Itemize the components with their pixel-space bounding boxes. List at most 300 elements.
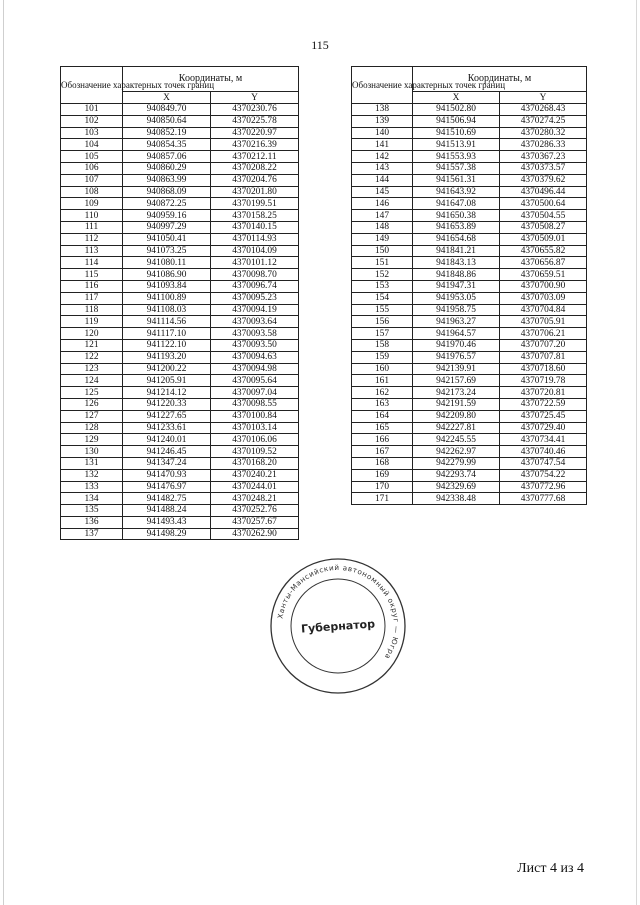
coord-x: 940997.29 (123, 221, 211, 233)
point-number: 130 (61, 446, 123, 458)
coord-y: 4370201.80 (211, 186, 299, 198)
table-row (61, 280, 299, 292)
scan-edge-right (636, 0, 637, 905)
coord-x: 942191.59 (413, 398, 500, 410)
coord-y: 4370655.82 (500, 245, 587, 257)
table-row (61, 304, 299, 316)
point-number: 120 (61, 328, 123, 340)
coord-y: 4370106.06 (211, 434, 299, 446)
coord-x: 941122.10 (123, 339, 211, 351)
coord-y: 4370248.21 (211, 493, 299, 505)
table-row (61, 398, 299, 410)
coord-x: 941958.75 (413, 304, 500, 316)
point-number: 150 (352, 245, 413, 257)
point-number: 102 (61, 115, 123, 127)
table-row (352, 257, 587, 269)
point-number: 137 (61, 528, 123, 540)
table-row (352, 316, 587, 328)
coord-y: 4370729.40 (500, 422, 587, 434)
coord-x: 941200.22 (123, 363, 211, 375)
header-y: Y (500, 92, 587, 104)
scan-edge-left (3, 0, 4, 905)
coord-y: 4370095.64 (211, 375, 299, 387)
point-number: 143 (352, 162, 413, 174)
page-number: 115 (311, 38, 329, 52)
point-number: 140 (352, 127, 413, 139)
table-row (61, 233, 299, 245)
point-number: 168 (352, 457, 413, 469)
table-row (352, 139, 587, 151)
coord-y: 4370707.81 (500, 351, 587, 363)
table-row (352, 446, 587, 458)
coord-y: 4370158.25 (211, 210, 299, 222)
point-number: 128 (61, 422, 123, 434)
point-number: 155 (352, 304, 413, 316)
table-row (61, 493, 299, 505)
coord-y: 4370168.20 (211, 457, 299, 469)
coord-y: 4370754.22 (500, 469, 587, 481)
coord-y: 4370706.21 (500, 328, 587, 340)
table-row (352, 233, 587, 245)
coord-x: 940850.64 (123, 115, 211, 127)
point-number: 108 (61, 186, 123, 198)
point-number: 123 (61, 363, 123, 375)
point-number: 118 (61, 304, 123, 316)
table-row (352, 186, 587, 198)
coord-y: 4370199.51 (211, 198, 299, 210)
governor-seal (268, 556, 408, 696)
table-row (352, 387, 587, 399)
coord-y: 4370262.90 (211, 528, 299, 540)
point-number: 170 (352, 481, 413, 493)
header-coordinates: Координаты, м (123, 67, 299, 92)
coord-y: 4370718.60 (500, 363, 587, 375)
coord-x: 942173.24 (413, 387, 500, 399)
coord-x: 941498.29 (123, 528, 211, 540)
coord-x: 941100.89 (123, 292, 211, 304)
point-number: 163 (352, 398, 413, 410)
table-row (352, 339, 587, 351)
table-row (352, 434, 587, 446)
coord-y: 4370740.46 (500, 446, 587, 458)
table-body-left (61, 104, 299, 540)
table-row (352, 221, 587, 233)
coord-x: 941513.91 (413, 139, 500, 151)
point-number: 171 (352, 493, 413, 505)
table-row (61, 434, 299, 446)
coord-y: 4370504.55 (500, 210, 587, 222)
coord-y: 4370705.91 (500, 316, 587, 328)
coord-x: 941506.94 (413, 115, 500, 127)
coord-y: 4370104.09 (211, 245, 299, 257)
table-row (61, 257, 299, 269)
coord-x: 942139.91 (413, 363, 500, 375)
table-row (61, 328, 299, 340)
point-number: 114 (61, 257, 123, 269)
coord-y: 4370257.67 (211, 516, 299, 528)
coord-x: 941233.61 (123, 422, 211, 434)
table-body-right (352, 104, 587, 505)
table-row (61, 210, 299, 222)
header-designation: Обозначение характерных точек границ (61, 67, 123, 104)
coord-x: 941240.01 (123, 434, 211, 446)
point-number: 146 (352, 198, 413, 210)
coord-x: 941647.08 (413, 198, 500, 210)
coord-y: 4370747.54 (500, 457, 587, 469)
point-number: 141 (352, 139, 413, 151)
coord-y: 4370225.78 (211, 115, 299, 127)
coordinates-table-right (351, 66, 587, 505)
coord-x: 941108.03 (123, 304, 211, 316)
coord-x: 940872.25 (123, 198, 211, 210)
point-number: 159 (352, 351, 413, 363)
point-number: 135 (61, 505, 123, 517)
sheet-label: Лист 4 из 4 (517, 861, 584, 876)
coord-x: 941347.24 (123, 457, 211, 469)
point-number: 101 (61, 104, 123, 116)
table-row (352, 363, 587, 375)
coord-y: 4370096.74 (211, 280, 299, 292)
coord-y: 4370109.52 (211, 446, 299, 458)
point-number: 167 (352, 446, 413, 458)
point-number: 157 (352, 328, 413, 340)
coordinates-table-left (60, 66, 299, 540)
table-row (352, 469, 587, 481)
coord-x: 941214.12 (123, 387, 211, 399)
coord-y: 4370097.04 (211, 387, 299, 399)
coord-y: 4370093.50 (211, 339, 299, 351)
point-number: 106 (61, 162, 123, 174)
coord-x: 942338.48 (413, 493, 500, 505)
coord-y: 4370093.58 (211, 328, 299, 340)
coord-x: 941476.97 (123, 481, 211, 493)
coord-x: 942293.74 (413, 469, 500, 481)
coord-y: 4370101.12 (211, 257, 299, 269)
header-x: X (413, 92, 500, 104)
coord-y: 4370367.23 (500, 151, 587, 163)
coord-x: 940849.70 (123, 104, 211, 116)
coord-x: 940868.09 (123, 186, 211, 198)
coord-x: 941970.46 (413, 339, 500, 351)
point-number: 145 (352, 186, 413, 198)
table-row (61, 221, 299, 233)
coord-x: 942157.69 (413, 375, 500, 387)
coord-x: 941093.84 (123, 280, 211, 292)
point-number: 138 (352, 104, 413, 116)
table-row (352, 375, 587, 387)
table-row (352, 162, 587, 174)
coord-x: 940863.99 (123, 174, 211, 186)
coord-x: 941205.91 (123, 375, 211, 387)
point-number: 164 (352, 410, 413, 422)
table-row (61, 481, 299, 493)
table-row (352, 174, 587, 186)
point-number: 148 (352, 221, 413, 233)
table-row (61, 446, 299, 458)
table-row (352, 245, 587, 257)
table-row (352, 280, 587, 292)
point-number: 156 (352, 316, 413, 328)
table-row (61, 363, 299, 375)
table-row (61, 174, 299, 186)
point-number: 147 (352, 210, 413, 222)
coord-x: 941488.24 (123, 505, 211, 517)
coord-y: 4370216.39 (211, 139, 299, 151)
coord-y: 4370103.14 (211, 422, 299, 434)
coord-y: 4370719.78 (500, 375, 587, 387)
point-number: 166 (352, 434, 413, 446)
coord-x: 941086.90 (123, 269, 211, 281)
point-number: 116 (61, 280, 123, 292)
coord-x: 941493.43 (123, 516, 211, 528)
coord-y: 4370240.21 (211, 469, 299, 481)
coord-y: 4370656.87 (500, 257, 587, 269)
table-row (352, 269, 587, 281)
point-number: 144 (352, 174, 413, 186)
table-row (352, 410, 587, 422)
table-row (61, 339, 299, 351)
coord-y: 4370722.59 (500, 398, 587, 410)
point-number: 107 (61, 174, 123, 186)
coord-y: 4370140.15 (211, 221, 299, 233)
svg-text:Ханты-Мансийский автономный ок (275, 563, 401, 661)
table-row (352, 304, 587, 316)
coord-x: 941964.57 (413, 328, 500, 340)
table-row (61, 457, 299, 469)
point-number: 131 (61, 457, 123, 469)
header-designation: Обозначение характерных точек границ (352, 67, 413, 104)
point-number: 153 (352, 280, 413, 292)
coord-x: 941947.31 (413, 280, 500, 292)
coord-x: 942262.97 (413, 446, 500, 458)
coord-y: 4370220.97 (211, 127, 299, 139)
coord-x: 941246.45 (123, 446, 211, 458)
point-number: 139 (352, 115, 413, 127)
point-number: 126 (61, 398, 123, 410)
table-row (352, 115, 587, 127)
point-number: 160 (352, 363, 413, 375)
point-number: 136 (61, 516, 123, 528)
coord-x: 941220.33 (123, 398, 211, 410)
table-row (61, 387, 299, 399)
coord-y: 4370098.55 (211, 398, 299, 410)
coord-y: 4370252.76 (211, 505, 299, 517)
point-number: 115 (61, 269, 123, 281)
point-number: 154 (352, 292, 413, 304)
point-number: 133 (61, 481, 123, 493)
coord-x: 941073.25 (123, 245, 211, 257)
table-row (352, 457, 587, 469)
coord-y: 4370094.19 (211, 304, 299, 316)
coord-y: 4370204.76 (211, 174, 299, 186)
coord-y: 4370704.84 (500, 304, 587, 316)
coord-y: 4370500.64 (500, 198, 587, 210)
coord-x: 941557.38 (413, 162, 500, 174)
table-row (61, 162, 299, 174)
table-row (352, 398, 587, 410)
point-number: 134 (61, 493, 123, 505)
point-number: 165 (352, 422, 413, 434)
coord-y: 4370212.11 (211, 151, 299, 163)
coord-y: 4370379.62 (500, 174, 587, 186)
point-number: 111 (61, 221, 123, 233)
coord-x: 940860.29 (123, 162, 211, 174)
table-row (61, 469, 299, 481)
table-row (352, 481, 587, 493)
point-number: 125 (61, 387, 123, 399)
coord-x: 941976.57 (413, 351, 500, 363)
coord-x: 941193.20 (123, 351, 211, 363)
coord-x: 940857.06 (123, 151, 211, 163)
table-row (352, 151, 587, 163)
table-row (61, 505, 299, 517)
coord-y: 4370725.45 (500, 410, 587, 422)
coord-y: 4370700.90 (500, 280, 587, 292)
table-row (352, 292, 587, 304)
coord-x: 941643.92 (413, 186, 500, 198)
table-row (352, 104, 587, 116)
seal-center-text: Губернатор (300, 617, 376, 636)
table-row (352, 422, 587, 434)
point-number: 109 (61, 198, 123, 210)
coord-y: 4370274.25 (500, 115, 587, 127)
point-number: 161 (352, 375, 413, 387)
seal-ring-text: Ханты-Мансийский автономный округ — Югра (275, 562, 402, 662)
coord-x: 941050.41 (123, 233, 211, 245)
coord-x: 942329.69 (413, 481, 500, 493)
coord-y: 4370777.68 (500, 493, 587, 505)
coord-x: 941841.21 (413, 245, 500, 257)
coord-x: 941653.89 (413, 221, 500, 233)
coord-x: 942209.80 (413, 410, 500, 422)
table-row (61, 104, 299, 116)
point-number: 132 (61, 469, 123, 481)
coord-y: 4370703.09 (500, 292, 587, 304)
coord-x: 941227.65 (123, 410, 211, 422)
table-row (61, 186, 299, 198)
table-row (61, 316, 299, 328)
table-row (352, 210, 587, 222)
point-number: 117 (61, 292, 123, 304)
table-row (61, 516, 299, 528)
coord-x: 941482.75 (123, 493, 211, 505)
coord-x: 940959.16 (123, 210, 211, 222)
coord-y: 4370286.33 (500, 139, 587, 151)
point-number: 112 (61, 233, 123, 245)
header-y: Y (211, 92, 299, 104)
point-number: 127 (61, 410, 123, 422)
table-row (352, 127, 587, 139)
coord-x: 941843.13 (413, 257, 500, 269)
coord-x: 941953.05 (413, 292, 500, 304)
coord-x: 942227.81 (413, 422, 500, 434)
point-number: 122 (61, 351, 123, 363)
table-row (352, 351, 587, 363)
coord-x: 941561.31 (413, 174, 500, 186)
coord-x: 941510.69 (413, 127, 500, 139)
table-row (61, 139, 299, 151)
point-number: 121 (61, 339, 123, 351)
point-number: 152 (352, 269, 413, 281)
coord-x: 941470.93 (123, 469, 211, 481)
coord-x: 940852.19 (123, 127, 211, 139)
point-number: 158 (352, 339, 413, 351)
point-number: 124 (61, 375, 123, 387)
coord-x: 941502.80 (413, 104, 500, 116)
coord-x: 942245.55 (413, 434, 500, 446)
coord-y: 4370707.20 (500, 339, 587, 351)
coord-y: 4370230.76 (211, 104, 299, 116)
point-number: 169 (352, 469, 413, 481)
table-row (61, 422, 299, 434)
coord-x: 941117.10 (123, 328, 211, 340)
point-number: 103 (61, 127, 123, 139)
table-row (352, 198, 587, 210)
coord-y: 4370094.98 (211, 363, 299, 375)
point-number: 162 (352, 387, 413, 399)
coord-y: 4370268.43 (500, 104, 587, 116)
point-number: 104 (61, 139, 123, 151)
table-row (61, 375, 299, 387)
point-number: 142 (352, 151, 413, 163)
point-number: 110 (61, 210, 123, 222)
coord-x: 941080.11 (123, 257, 211, 269)
point-number: 129 (61, 434, 123, 446)
coord-y: 4370496.44 (500, 186, 587, 198)
table-row (61, 245, 299, 257)
coord-x: 941848.86 (413, 269, 500, 281)
coord-y: 4370244.01 (211, 481, 299, 493)
table-row (352, 493, 587, 505)
header-coordinates: Координаты, м (413, 67, 587, 92)
coord-y: 4370100.84 (211, 410, 299, 422)
coord-y: 4370280.32 (500, 127, 587, 139)
coord-x: 941553.93 (413, 151, 500, 163)
coord-x: 942279.99 (413, 457, 500, 469)
coord-y: 4370720.81 (500, 387, 587, 399)
coord-y: 4370114.93 (211, 233, 299, 245)
coord-y: 4370772.96 (500, 481, 587, 493)
table-row (352, 328, 587, 340)
coord-y: 4370508.27 (500, 221, 587, 233)
coord-y: 4370373.57 (500, 162, 587, 174)
coord-y: 4370094.63 (211, 351, 299, 363)
coord-x: 941114.56 (123, 316, 211, 328)
coord-y: 4370659.51 (500, 269, 587, 281)
table-row (61, 528, 299, 540)
coord-x: 940854.35 (123, 139, 211, 151)
coord-x: 941650.38 (413, 210, 500, 222)
point-number: 119 (61, 316, 123, 328)
point-number: 105 (61, 151, 123, 163)
table-row (61, 127, 299, 139)
table-row (61, 410, 299, 422)
coord-y: 4370734.41 (500, 434, 587, 446)
coord-y: 4370093.64 (211, 316, 299, 328)
point-number: 113 (61, 245, 123, 257)
coord-x: 941654.68 (413, 233, 500, 245)
coord-y: 4370098.70 (211, 269, 299, 281)
table-row (61, 351, 299, 363)
coord-y: 4370509.01 (500, 233, 587, 245)
table-row (61, 198, 299, 210)
table-row (61, 269, 299, 281)
coord-y: 4370208.22 (211, 162, 299, 174)
table-row (61, 151, 299, 163)
point-number: 149 (352, 233, 413, 245)
coord-x: 941963.27 (413, 316, 500, 328)
point-number: 151 (352, 257, 413, 269)
